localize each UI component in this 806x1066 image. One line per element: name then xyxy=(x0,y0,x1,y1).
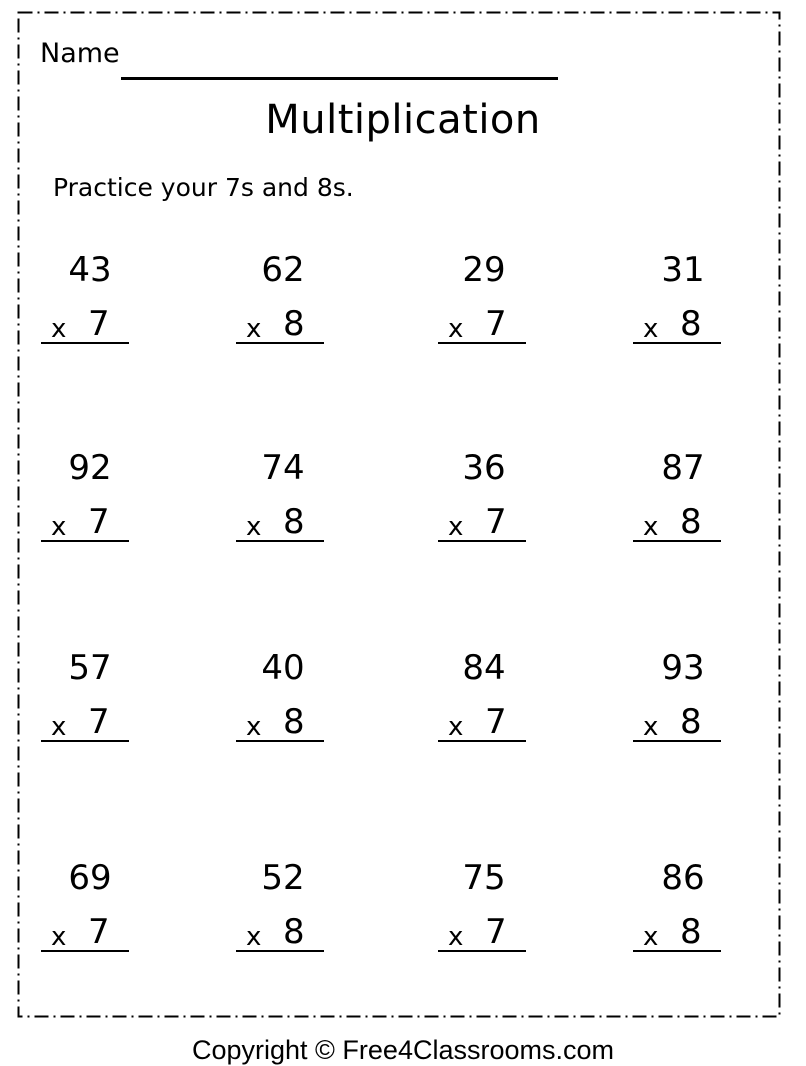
multiplier: 7 xyxy=(485,304,507,344)
multiplier-row[interactable] xyxy=(41,910,129,952)
multiplier-row[interactable] xyxy=(438,910,526,952)
multiplicand: 69 xyxy=(68,858,112,898)
worksheet-title: Multiplication xyxy=(265,97,541,143)
name-label: Name xyxy=(40,38,120,69)
multiplier-row[interactable] xyxy=(633,302,721,344)
problem-12 xyxy=(633,648,721,753)
multiplier-row[interactable] xyxy=(633,700,721,742)
multiplicand: 43 xyxy=(68,250,112,290)
multiplier: 7 xyxy=(485,702,507,742)
times-sign: x xyxy=(246,314,262,344)
multiplicand: 52 xyxy=(261,858,305,898)
multiplier: 7 xyxy=(485,502,507,542)
multiplier-row[interactable] xyxy=(236,910,324,952)
multiplier-row[interactable] xyxy=(41,700,129,742)
problem-5 xyxy=(41,448,129,553)
multiplier: 8 xyxy=(283,912,305,952)
multiplier: 7 xyxy=(88,502,110,542)
multiplier-row[interactable] xyxy=(438,500,526,542)
problem-9 xyxy=(41,648,129,753)
multiplier-row[interactable] xyxy=(41,302,129,344)
times-sign: x xyxy=(246,512,262,542)
problem-15 xyxy=(438,858,526,963)
multiplier: 7 xyxy=(88,304,110,344)
problem-14 xyxy=(236,858,324,963)
times-sign: x xyxy=(246,922,262,952)
times-sign: x xyxy=(51,512,67,542)
multiplicand: 40 xyxy=(261,648,305,688)
multiplicand: 84 xyxy=(462,648,506,688)
times-sign: x xyxy=(643,314,659,344)
times-sign: x xyxy=(643,512,659,542)
problem-3 xyxy=(438,250,526,355)
problem-8 xyxy=(633,448,721,553)
multiplier: 7 xyxy=(88,702,110,742)
multiplier: 7 xyxy=(88,912,110,952)
times-sign: x xyxy=(448,512,464,542)
times-sign: x xyxy=(246,712,262,742)
times-sign: x xyxy=(643,712,659,742)
times-sign: x xyxy=(643,922,659,952)
multiplier: 8 xyxy=(283,502,305,542)
multiplier: 7 xyxy=(485,912,507,952)
multiplier: 8 xyxy=(680,912,702,952)
multiplier: 8 xyxy=(680,502,702,542)
copyright-footer: Copyright © Free4Classrooms.com xyxy=(191,1035,615,1065)
multiplier: 8 xyxy=(283,304,305,344)
multiplicand: 93 xyxy=(661,648,705,688)
multiplicand: 92 xyxy=(68,448,112,488)
multiplier-row[interactable] xyxy=(236,302,324,344)
multiplier-row[interactable] xyxy=(438,700,526,742)
multiplier: 8 xyxy=(680,304,702,344)
times-sign: x xyxy=(51,314,67,344)
multiplicand: 57 xyxy=(68,648,112,688)
problem-6 xyxy=(236,448,324,553)
multiplier-row[interactable] xyxy=(41,500,129,542)
problem-11 xyxy=(438,648,526,753)
problem-7 xyxy=(438,448,526,553)
times-sign: x xyxy=(51,922,67,952)
multiplicand: 62 xyxy=(261,250,305,290)
problem-2 xyxy=(236,250,324,355)
multiplicand: 74 xyxy=(261,448,305,488)
multiplicand: 31 xyxy=(661,250,705,290)
multiplicand: 87 xyxy=(661,448,705,488)
multiplier: 8 xyxy=(680,702,702,742)
multiplicand: 36 xyxy=(462,448,506,488)
multiplier-row[interactable] xyxy=(236,700,324,742)
problem-10 xyxy=(236,648,324,753)
problem-13 xyxy=(41,858,129,963)
times-sign: x xyxy=(448,314,464,344)
multiplicand: 29 xyxy=(462,250,506,290)
multiplier: 8 xyxy=(283,702,305,742)
times-sign: x xyxy=(51,712,67,742)
multiplier-row[interactable] xyxy=(633,910,721,952)
name-answer-line[interactable] xyxy=(121,77,558,80)
instructions: Practice your 7s and 8s. xyxy=(53,173,354,202)
multiplicand: 75 xyxy=(462,858,506,898)
multiplier-row[interactable] xyxy=(236,500,324,542)
times-sign: x xyxy=(448,712,464,742)
problem-16 xyxy=(633,858,721,963)
multiplier-row[interactable] xyxy=(633,500,721,542)
problem-4 xyxy=(633,250,721,355)
multiplicand: 86 xyxy=(661,858,705,898)
times-sign: x xyxy=(448,922,464,952)
problem-1 xyxy=(41,250,129,355)
multiplier-row[interactable] xyxy=(438,302,526,344)
